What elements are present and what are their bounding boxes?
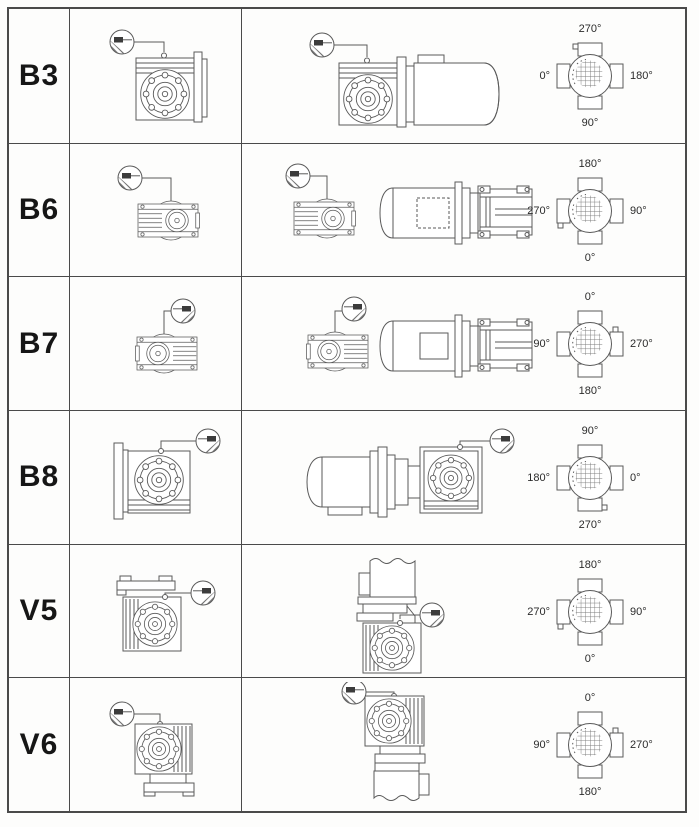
dial-label-top: 90°	[581, 425, 599, 437]
table-row	[9, 544, 685, 678]
key-notch	[573, 44, 578, 49]
orientation-dial	[514, 155, 666, 267]
mounting-position-code: B3	[18, 58, 60, 92]
dial-label-left: 90°	[533, 338, 550, 351]
dial-label-bottom: 90°	[581, 117, 599, 129]
row-label-cell	[9, 9, 70, 143]
mounting-position-code: B7	[18, 326, 60, 360]
terminal-box-position-diagram	[552, 574, 628, 650]
gearbox-view-cell	[70, 277, 242, 410]
orientation-dial	[514, 689, 666, 801]
dial-label-bottom: 0°	[584, 652, 596, 665]
gearbox-view-cell	[70, 411, 242, 544]
gearmotor-assembly-drawing	[322, 682, 512, 812]
row-label-cell	[9, 277, 70, 410]
terminal-box-position-diagram	[552, 306, 628, 382]
dial-label-bottom: 180°	[578, 385, 602, 398]
key-notch	[602, 505, 607, 510]
dial-label-left: 0°	[539, 70, 550, 82]
orientation-dial	[514, 556, 666, 668]
mounting-position-code: V6	[19, 727, 59, 761]
terminal-box-position-diagram	[552, 38, 628, 114]
key-notch	[613, 728, 618, 733]
dial-label-left: 270°	[527, 204, 550, 217]
dial-label-right: 270°	[630, 338, 653, 351]
gearbox-front-view-drawing	[98, 25, 218, 125]
dial-label-bottom: 180°	[578, 786, 602, 799]
gearbox-front-view-drawing	[100, 690, 225, 802]
key-notch	[558, 223, 563, 228]
gearbox-top-view-drawing	[95, 297, 225, 389]
oil-plug-callout-icon	[490, 429, 514, 453]
terminal-box-position-diagram	[552, 440, 628, 516]
dial-label-right: 90°	[630, 605, 647, 618]
oil-plug-callout-icon	[171, 299, 195, 323]
table-row	[9, 276, 685, 410]
terminal-box-position-diagram	[552, 173, 628, 249]
dial-label-right: 180°	[630, 70, 653, 82]
assembly-view-cell	[242, 144, 685, 277]
dial-label-bottom: 0°	[584, 251, 596, 264]
gearmotor-assembly-drawing	[297, 29, 532, 134]
gearbox-front-view-drawing	[106, 427, 226, 523]
gearmotor-assembly-drawing	[292, 425, 532, 535]
gearmotor-assembly-drawing	[335, 553, 525, 678]
row-label-cell	[9, 144, 70, 277]
mounting-positions-table	[7, 7, 687, 813]
key-notch	[558, 624, 563, 629]
terminal-box-position-diagram	[552, 707, 628, 783]
oil-plug-callout-icon	[118, 166, 142, 190]
dial-label-top: 180°	[578, 157, 602, 170]
oil-plug-callout-icon	[342, 682, 366, 704]
mounting-position-code: B6	[18, 192, 60, 226]
assembly-view-cell	[242, 277, 685, 410]
dial-label-top: 0°	[584, 692, 596, 705]
dial-label-top: 180°	[578, 558, 602, 571]
dial-label-top: 270°	[578, 23, 602, 35]
oil-plug-callout-icon	[196, 429, 220, 453]
table-row	[9, 9, 685, 143]
orientation-dial	[514, 288, 666, 400]
oil-plug-callout-icon	[110, 30, 134, 54]
assembly-view-cell	[242, 9, 685, 143]
mounting-position-code: V5	[19, 593, 59, 627]
orientation-dial	[514, 422, 666, 534]
oil-plug-callout-icon	[310, 33, 334, 57]
dial-label-bottom: 270°	[578, 519, 602, 531]
dial-label-left: 90°	[533, 739, 550, 752]
dial-label-right: 0°	[630, 472, 641, 484]
gearbox-view-cell	[70, 545, 242, 678]
gearbox-top-view-drawing	[110, 164, 240, 256]
oil-plug-callout-icon	[342, 297, 366, 321]
assembly-view-cell	[242, 545, 685, 678]
table-row	[9, 410, 685, 544]
mounting-position-code: B8	[18, 460, 60, 494]
orientation-dial	[514, 20, 666, 132]
row-label-cell	[9, 411, 70, 544]
oil-plug-callout-icon	[110, 702, 134, 726]
gearbox-front-view-drawing	[103, 561, 228, 669]
dial-label-left: 180°	[527, 472, 550, 484]
table-row	[9, 677, 685, 811]
assembly-view-cell	[242, 411, 685, 544]
key-notch	[613, 327, 618, 332]
dial-label-left: 270°	[527, 605, 550, 618]
oil-plug-callout-icon	[286, 164, 310, 188]
gearbox-view-cell	[70, 9, 242, 143]
dial-label-right: 90°	[630, 204, 647, 217]
row-label-cell	[9, 678, 70, 811]
dial-label-right: 270°	[630, 739, 653, 752]
oil-plug-callout-icon	[191, 581, 215, 605]
gearbox-view-cell	[70, 678, 242, 811]
assembly-view-cell	[242, 678, 685, 811]
table-row	[9, 143, 685, 277]
dial-label-top: 0°	[584, 291, 596, 304]
oil-plug-callout-icon	[420, 603, 444, 627]
row-label-cell	[9, 545, 70, 678]
gearbox-view-cell	[70, 144, 242, 277]
